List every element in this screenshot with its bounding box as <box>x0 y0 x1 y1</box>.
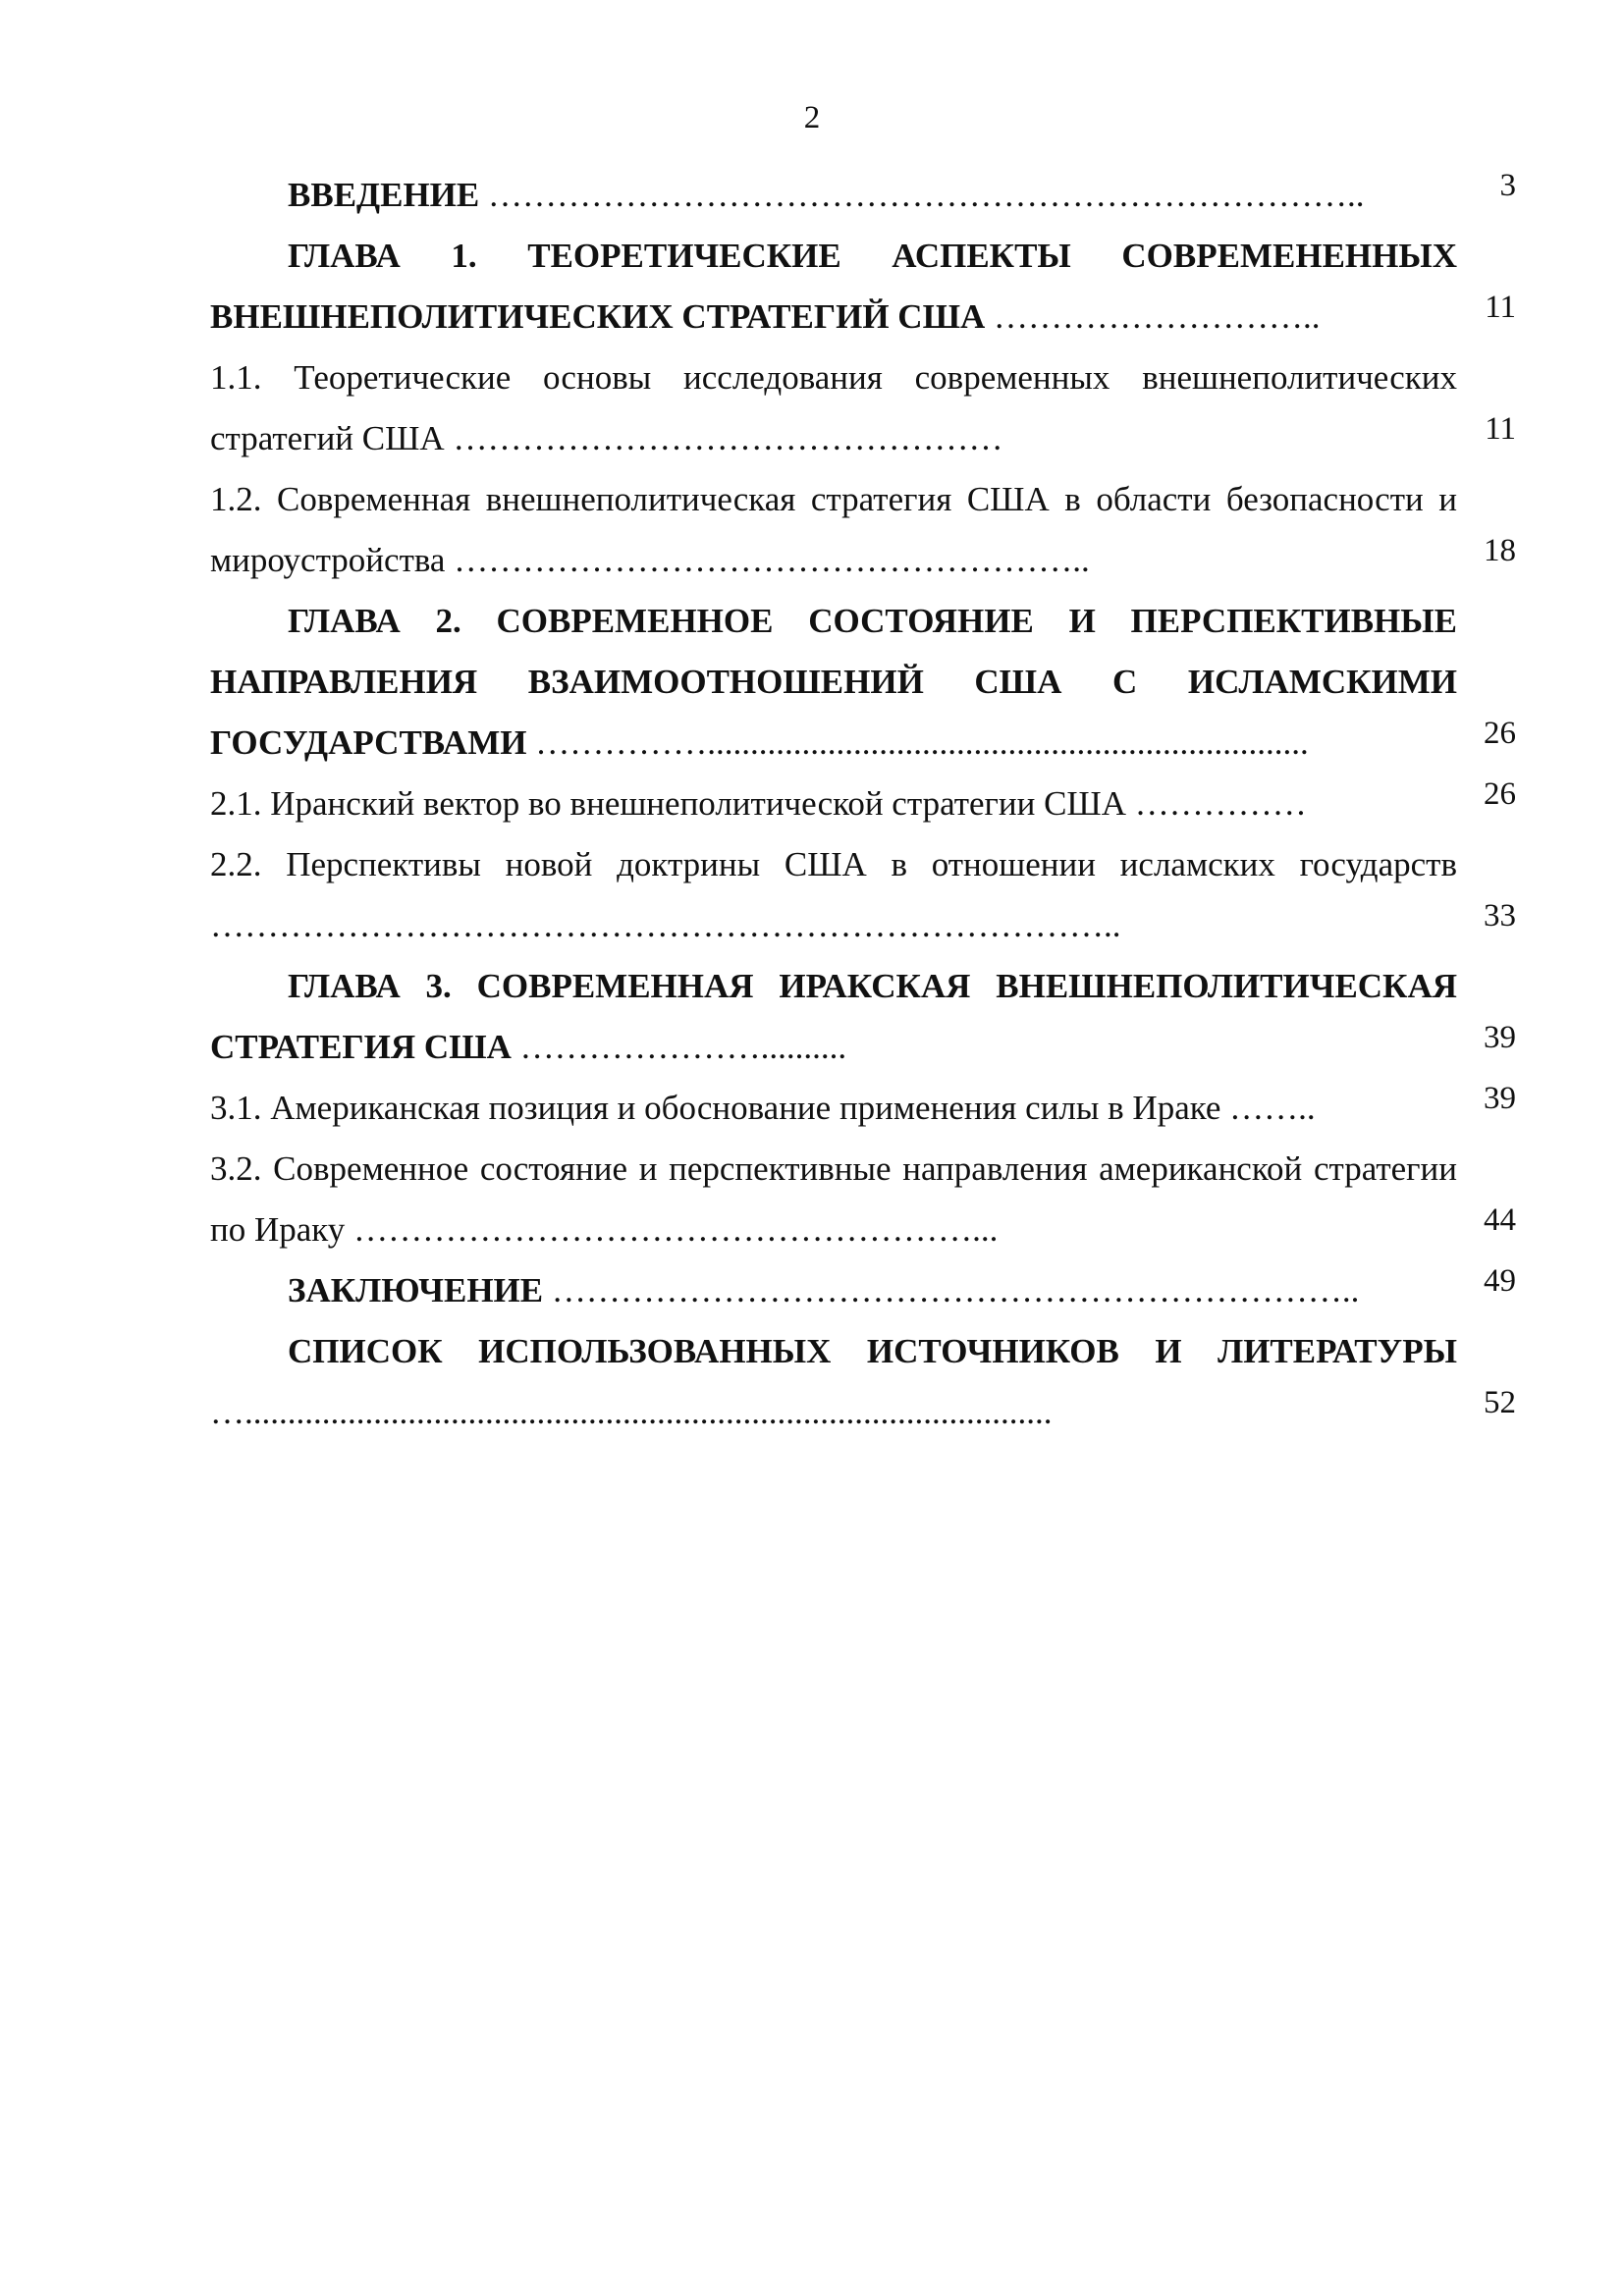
toc-entry-section-3-2[interactable] <box>210 1139 1516 1260</box>
toc-entry-page: 3 <box>1499 168 1516 203</box>
toc-entry-text <box>210 347 1457 469</box>
toc-entry-introduction[interactable] <box>210 165 1516 226</box>
toc-entry-title: ГЛАВА 3. СОВРЕМЕННАЯ ИРАКСКАЯ ВНЕШНЕПОЛИТИЧЕСКАЯ СТРАТЕГИЯ США <box>210 967 1457 1066</box>
toc-entry-title: 3.2. Современное состояние и перспективные направления американской стратегии по Ираку <box>210 1149 1457 1249</box>
page-number: 2 <box>803 100 821 135</box>
toc-entry-section-3-1[interactable] <box>210 1078 1516 1139</box>
toc-leader-dots: ………………………………………………... <box>345 1210 999 1249</box>
toc-leader-dots: ……………...................................................................... <box>526 723 1309 762</box>
toc-entry-page: 11 <box>1485 411 1516 447</box>
toc-entry-page: 39 <box>1484 1020 1516 1055</box>
toc-entry-page: 18 <box>1484 533 1516 568</box>
toc-entry-bibliography[interactable] <box>210 1321 1516 1443</box>
toc-leader-dots: ………………….......... <box>511 1028 847 1066</box>
toc-entry-title: 3.1. Американская позиция и обоснование применения силы в Ираке <box>210 1089 1221 1127</box>
toc-entry-text <box>210 956 1457 1078</box>
toc-entry-title: 2.1. Иранский вектор во внешнеполитической стратегии США <box>210 784 1127 823</box>
toc-entry-text <box>210 1139 1457 1260</box>
toc-entry-page: 44 <box>1484 1202 1516 1238</box>
toc-entry-page: 26 <box>1484 776 1516 812</box>
toc-leader-dots: ………………………………………… <box>444 419 1003 457</box>
toc-entry-page: 11 <box>1485 290 1516 325</box>
table-of-contents <box>210 165 1516 1443</box>
toc-leader-dots: ….............................................................................................. <box>210 1393 1053 1431</box>
toc-entry-title: 1.1. Теоретические основы исследования современных внешнеполитических стратегий США <box>210 358 1457 457</box>
toc-entry-page: 33 <box>1484 898 1516 934</box>
toc-entry-chapter-3[interactable] <box>210 956 1516 1078</box>
toc-leader-dots: ……………………….. <box>985 297 1321 336</box>
toc-entry-section-2-1[interactable] <box>210 774 1516 834</box>
toc-entry-title: ГЛАВА 1. ТЕОРЕТИЧЕСКИЕ АСПЕКТЫ СОВРЕМЕНЕННЫХ ВНЕШНЕПОЛИТИЧЕСКИХ СТРАТЕГИЙ США <box>210 237 1457 336</box>
toc-leader-dots: …………… <box>1126 784 1307 823</box>
toc-entry-section-1-2[interactable] <box>210 469 1516 591</box>
toc-entry-text <box>210 774 1457 834</box>
toc-entry-chapter-1[interactable] <box>210 226 1516 347</box>
toc-entry-text <box>210 1078 1457 1139</box>
toc-entry-title: 2.2. Перспективы новой доктрины США в отношении исламских государств <box>210 845 1457 883</box>
toc-entry-page: 52 <box>1484 1385 1516 1420</box>
toc-entry-title: СПИСОК ИСПОЛЬЗОВАННЫХ ИСТОЧНИКОВ И ЛИТЕРАТУРЫ <box>288 1332 1457 1370</box>
toc-leader-dots: ………………………………………………………………….. <box>479 176 1365 214</box>
toc-entry-text <box>210 469 1457 591</box>
toc-entry-title: 1.2. Современная внешнеполитическая стратегия США в области безопасности и мироустройства <box>210 480 1457 579</box>
toc-leader-dots: ……………………………………………….. <box>445 541 1090 579</box>
toc-leader-dots: …………………………………………………………………….. <box>210 906 1121 944</box>
toc-entry-chapter-2[interactable] <box>210 591 1516 774</box>
toc-entry-section-2-2[interactable] <box>210 834 1516 956</box>
toc-entry-page: 49 <box>1484 1263 1516 1299</box>
toc-entry-text <box>210 591 1457 774</box>
toc-entry-text <box>210 1260 1457 1321</box>
toc-entry-conclusion[interactable] <box>210 1260 1516 1321</box>
toc-entry-text <box>210 226 1457 347</box>
toc-entry-text <box>210 834 1457 956</box>
toc-leader-dots: …….. <box>1220 1089 1316 1127</box>
toc-leader-dots: …………………………………………………………….. <box>543 1271 1360 1309</box>
toc-entry-section-1-1[interactable] <box>210 347 1516 469</box>
toc-entry-page: 39 <box>1484 1081 1516 1116</box>
toc-entry-page: 26 <box>1484 716 1516 751</box>
toc-entry-text <box>210 1321 1457 1443</box>
toc-entry-text <box>210 165 1457 226</box>
toc-entry-title: ГЛАВА 2. СОВРЕМЕННОЕ СОСТОЯНИЕ И ПЕРСПЕКТИВНЫЕ НАПРАВЛЕНИЯ ВЗАИМООТНОШЕНИЙ США С ИСЛАМСКИМИ ГОСУДАРСТВАМИ <box>210 602 1457 762</box>
toc-entry-title: ЗАКЛЮЧЕНИЕ <box>288 1271 544 1309</box>
toc-entry-title: ВВЕДЕНИЕ <box>288 176 480 214</box>
